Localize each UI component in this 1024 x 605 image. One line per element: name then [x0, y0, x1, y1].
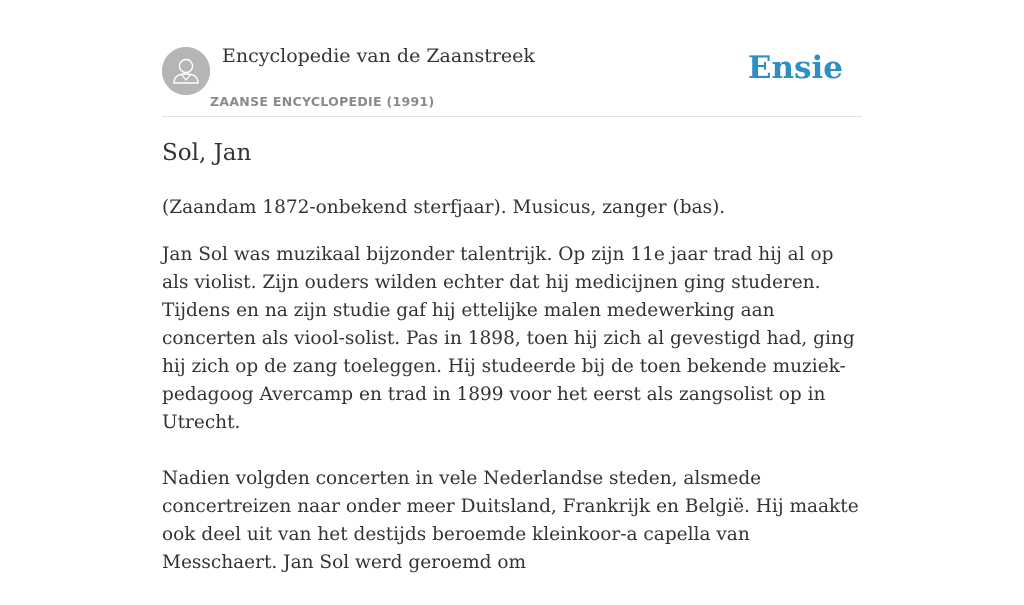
entry-title: Sol, Jan: [162, 140, 252, 166]
source-subtitle: ZAANSE ENCYCLOPEDIE (1991): [210, 94, 435, 109]
page-container: [162, 0, 862, 573]
source-title-link[interactable]: Encyclopedie van de Zaanstreek: [222, 45, 535, 67]
ensie-logo[interactable]: Ensie: [747, 50, 843, 86]
entry-summary: (Zaandam 1872-onbekend sterfjaar). Musicus, zanger (bas).: [162, 197, 726, 218]
entry-body: [162, 241, 862, 605]
source-header: [162, 0, 862, 117]
entry-paragraph: Nadien volgden concerten in vele Nederlandse steden, alsmede concertreizen naar onder meer Duitsland, Frankrijk en België. Hij maakte ook deel uit van het destijds beroemde kleinkoor-a capella van Messchaert. Jan Sol werd geroemd om: [162, 468, 859, 573]
user-silhouette-icon[interactable]: [162, 47, 210, 95]
entry-paragraph: Jan Sol was muzikaal bijzonder talentrijk. Op zijn 11e jaar trad hij al op als violist. Zijn ouders wilden echter dat hij medicijnen ging studeren. Tijdens en na zijn studie gaf hij ettelijke malen medewerking aan concerten als viool-solist. Pas in 1898, toen hij zich al gevestigd had, ging hij zich op de zang toeleggen. Hij studeerde bij de toen bekende muziek-pedagoog Avercamp en trad in 1899 voor het eerst als zangsolist op in Utrecht.: [162, 244, 855, 433]
